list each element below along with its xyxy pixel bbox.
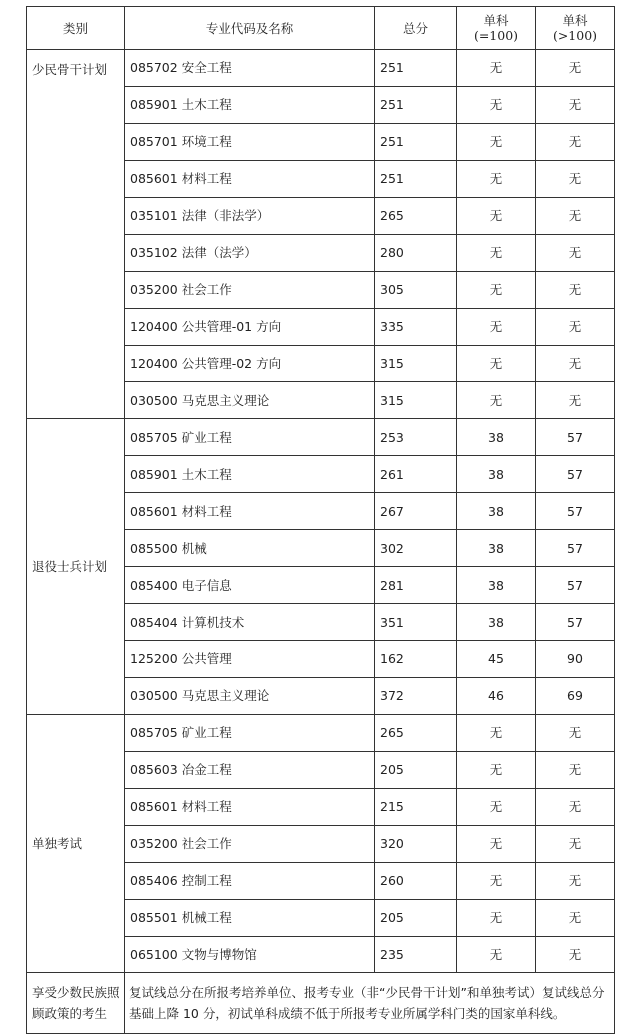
single-gt-cell: 57 <box>536 604 615 641</box>
major-cell: 085705 矿业工程 <box>125 714 375 751</box>
major-cell: 035102 法律（法学） <box>125 234 375 271</box>
total-cell: 253 <box>375 419 457 456</box>
single-gt-cell: 69 <box>536 677 615 714</box>
single-eq-cell: 无 <box>457 50 536 87</box>
single-eq-cell: 无 <box>457 714 536 751</box>
major-cell: 085601 材料工程 <box>125 788 375 825</box>
major-cell: 065100 文物与博物馆 <box>125 936 375 973</box>
single-gt-cell: 无 <box>536 86 615 123</box>
major-cell: 085601 材料工程 <box>125 493 375 530</box>
single-eq-cell: 38 <box>457 493 536 530</box>
major-cell: 125200 公共管理 <box>125 641 375 678</box>
total-cell: 251 <box>375 160 457 197</box>
major-cell: 085406 控制工程 <box>125 862 375 899</box>
total-cell: 205 <box>375 751 457 788</box>
total-cell: 335 <box>375 308 457 345</box>
major-cell: 085400 电子信息 <box>125 567 375 604</box>
single-eq-cell: 38 <box>457 567 536 604</box>
category-cell: 单独考试 <box>27 714 125 973</box>
single-gt-cell: 无 <box>536 714 615 751</box>
single-gt-cell: 57 <box>536 493 615 530</box>
total-cell: 372 <box>375 677 457 714</box>
major-cell: 085701 环境工程 <box>125 123 375 160</box>
single-gt-cell: 57 <box>536 567 615 604</box>
single-gt-cell: 无 <box>536 825 615 862</box>
single-gt-cell: 无 <box>536 123 615 160</box>
total-cell: 315 <box>375 382 457 419</box>
total-cell: 205 <box>375 899 457 936</box>
total-cell: 265 <box>375 714 457 751</box>
single-eq-cell: 46 <box>457 677 536 714</box>
table-row <box>27 419 615 456</box>
single-gt-cell: 无 <box>536 751 615 788</box>
single-eq-cell: 无 <box>457 197 536 234</box>
footer-row <box>27 973 615 1034</box>
header-single-eq-line1: 单科 <box>483 13 509 28</box>
header-category: 类别 <box>27 7 125 50</box>
single-eq-cell: 无 <box>457 788 536 825</box>
major-cell: 085901 土木工程 <box>125 86 375 123</box>
single-eq-cell: 无 <box>457 825 536 862</box>
single-gt-cell: 无 <box>536 160 615 197</box>
single-gt-cell: 无 <box>536 234 615 271</box>
single-gt-cell: 57 <box>536 530 615 567</box>
single-gt-cell: 无 <box>536 197 615 234</box>
major-cell: 085901 土木工程 <box>125 456 375 493</box>
header-single-eq <box>457 7 536 50</box>
header-single-gt-line2: (>100) <box>552 28 598 43</box>
major-cell: 035200 社会工作 <box>125 825 375 862</box>
single-eq-cell: 无 <box>457 899 536 936</box>
header-row <box>27 7 615 50</box>
single-eq-cell: 38 <box>457 456 536 493</box>
header-single-gt <box>536 7 615 50</box>
total-cell: 281 <box>375 567 457 604</box>
total-cell: 302 <box>375 530 457 567</box>
table-body <box>27 50 615 973</box>
single-eq-cell: 无 <box>457 862 536 899</box>
single-gt-cell: 无 <box>536 382 615 419</box>
total-cell: 351 <box>375 604 457 641</box>
category-cell: 退役士兵计划 <box>27 419 125 715</box>
total-cell: 315 <box>375 345 457 382</box>
major-cell: 085705 矿业工程 <box>125 419 375 456</box>
single-gt-cell: 无 <box>536 936 615 973</box>
single-eq-cell: 无 <box>457 123 536 160</box>
total-cell: 260 <box>375 862 457 899</box>
single-eq-cell: 无 <box>457 751 536 788</box>
single-gt-cell: 无 <box>536 788 615 825</box>
major-cell: 035200 社会工作 <box>125 271 375 308</box>
single-gt-cell: 57 <box>536 419 615 456</box>
single-gt-cell: 无 <box>536 862 615 899</box>
total-cell: 261 <box>375 456 457 493</box>
footer-category: 享受少数民族照顾政策的考生 <box>27 973 125 1034</box>
major-cell: 085601 材料工程 <box>125 160 375 197</box>
single-gt-cell: 无 <box>536 308 615 345</box>
single-gt-cell: 90 <box>536 641 615 678</box>
single-eq-cell: 45 <box>457 641 536 678</box>
total-cell: 162 <box>375 641 457 678</box>
total-cell: 235 <box>375 936 457 973</box>
category-cell: 少民骨干计划 <box>27 50 125 419</box>
major-cell: 035101 法律（非法学） <box>125 197 375 234</box>
total-cell: 305 <box>375 271 457 308</box>
total-cell: 215 <box>375 788 457 825</box>
single-eq-cell: 无 <box>457 234 536 271</box>
single-eq-cell: 无 <box>457 271 536 308</box>
table-row <box>27 714 615 751</box>
total-cell: 251 <box>375 86 457 123</box>
major-cell: 120400 公共管理-01 方向 <box>125 308 375 345</box>
header-total: 总分 <box>375 7 457 50</box>
major-cell: 085500 机械 <box>125 530 375 567</box>
single-gt-cell: 57 <box>536 456 615 493</box>
single-eq-cell: 38 <box>457 530 536 567</box>
total-cell: 320 <box>375 825 457 862</box>
table-row <box>27 50 615 87</box>
major-cell: 030500 马克思主义理论 <box>125 677 375 714</box>
total-cell: 280 <box>375 234 457 271</box>
score-table <box>26 6 615 1034</box>
major-cell: 085404 计算机技术 <box>125 604 375 641</box>
single-eq-cell: 无 <box>457 160 536 197</box>
single-eq-cell: 无 <box>457 308 536 345</box>
major-cell: 030500 马克思主义理论 <box>125 382 375 419</box>
single-eq-cell: 无 <box>457 936 536 973</box>
major-cell: 085603 冶金工程 <box>125 751 375 788</box>
header-major: 专业代码及名称 <box>125 7 375 50</box>
single-eq-cell: 无 <box>457 345 536 382</box>
single-eq-cell: 无 <box>457 86 536 123</box>
header-single-eq-line2: (=100) <box>473 28 519 43</box>
header-single-gt-line1: 单科 <box>562 13 588 28</box>
single-gt-cell: 无 <box>536 50 615 87</box>
single-gt-cell: 无 <box>536 345 615 382</box>
total-cell: 265 <box>375 197 457 234</box>
total-cell: 251 <box>375 123 457 160</box>
total-cell: 251 <box>375 50 457 87</box>
major-cell: 120400 公共管理-02 方向 <box>125 345 375 382</box>
single-eq-cell: 无 <box>457 382 536 419</box>
single-gt-cell: 无 <box>536 271 615 308</box>
major-cell: 085501 机械工程 <box>125 899 375 936</box>
major-cell: 085702 安全工程 <box>125 50 375 87</box>
total-cell: 267 <box>375 493 457 530</box>
single-gt-cell: 无 <box>536 899 615 936</box>
single-eq-cell: 38 <box>457 604 536 641</box>
single-eq-cell: 38 <box>457 419 536 456</box>
footer-text: 复试线总分在所报考培养单位、报考专业（非“少民骨干计划”和单独考试）复试线总分基础上降 10 分，初试单科成绩不低于所报考专业所属学科门类的国家单科线。 <box>125 973 615 1034</box>
